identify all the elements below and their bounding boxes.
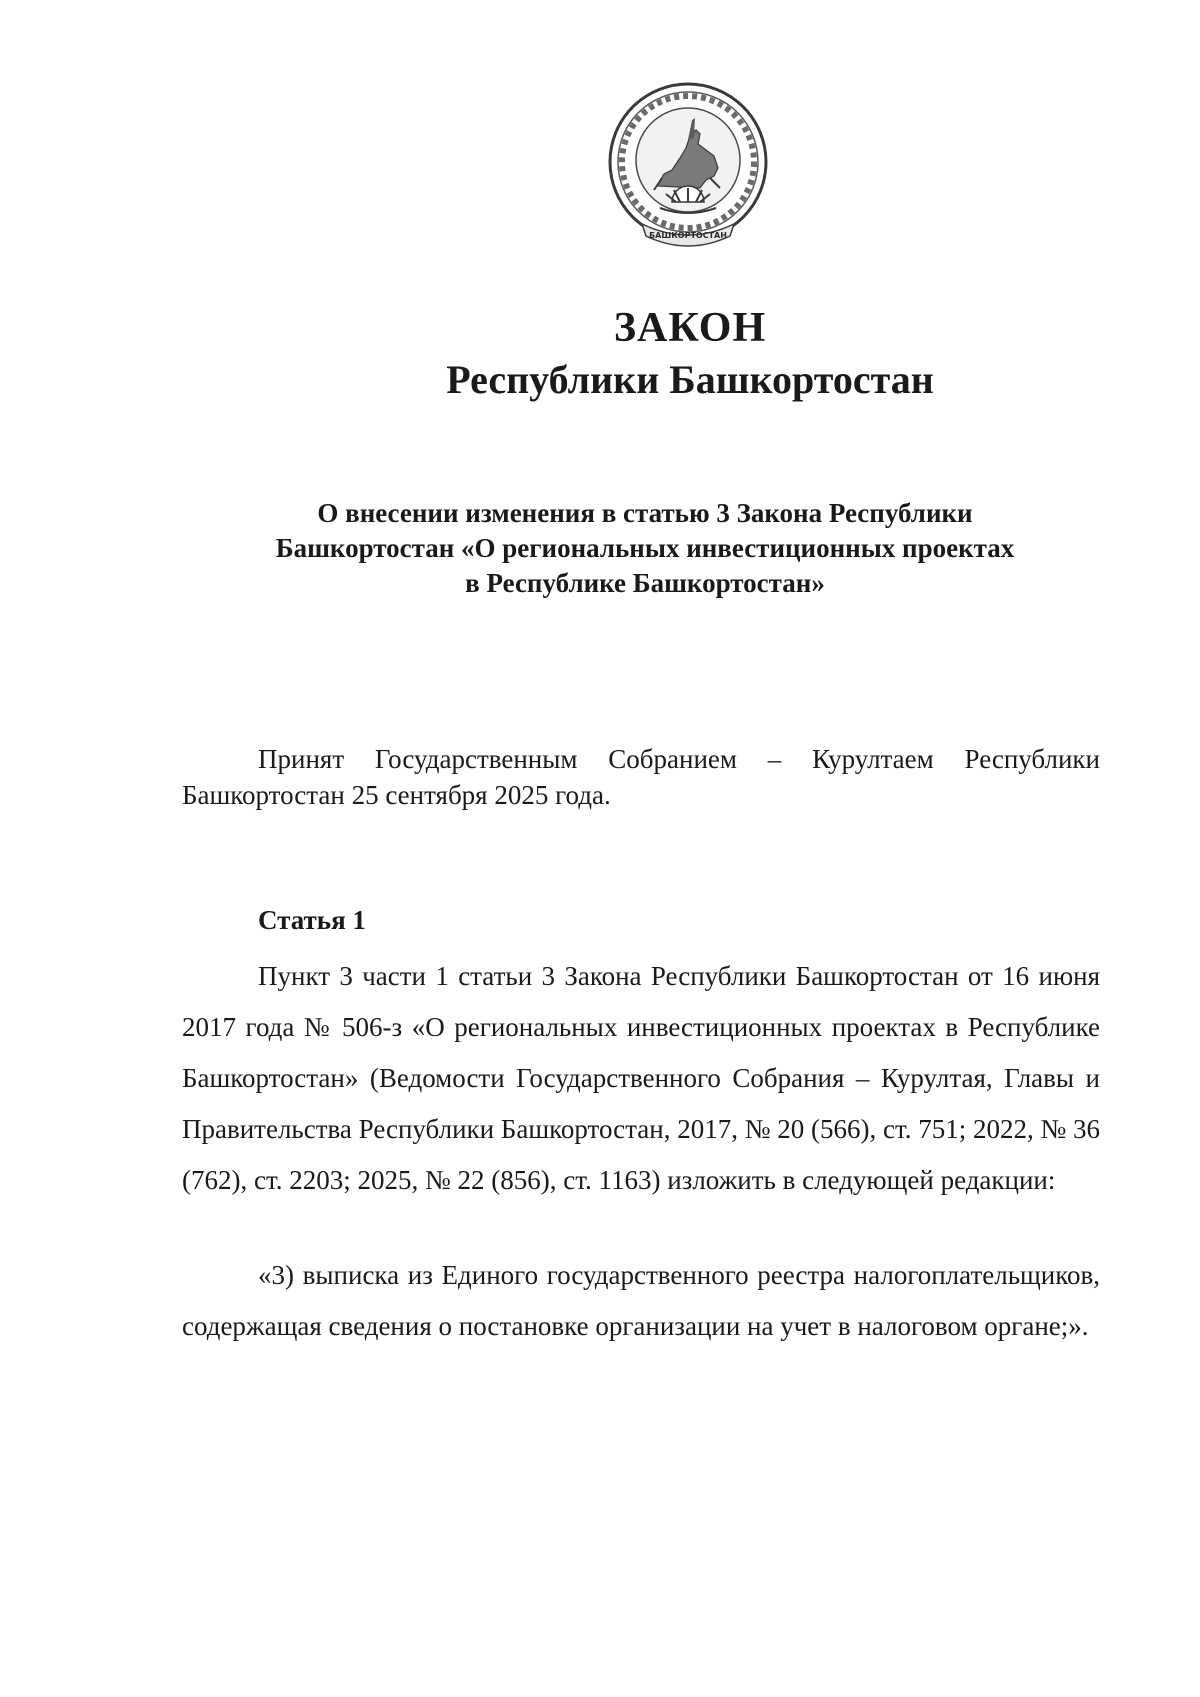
article-1-quoted-provision: «3) выписка из Единого государственного реестра налогоплательщиков, содержащая сведения о постановке организации на учет в налоговом органе;». — [182, 1260, 1100, 1341]
article-1-heading: Статья 1 — [258, 905, 366, 935]
document-issuer-title: Республики Башкортостан — [446, 357, 934, 402]
document-type-title: ЗАКОН — [613, 305, 767, 351]
svg-text:БАШКОРТОСТАН: БАШКОРТОСТАН — [649, 231, 727, 240]
article-1-body: Пункт 3 части 1 статьи 3 Закона Республики Башкортостан от 16 июня 2017 года № 506-з «О региональных инвестиционных проектах в Республике Башкортостан» (Ведомости Государственного Собрания – Курултая, Главы и Правительства Республики Башкортостан, 2017, № 20 (566), ст. 751; 2022, № 36 (762), ст. 2203; 2025, № 22 (856), ст. 1163) изложить в следующей редакции: — [182, 961, 1100, 1195]
adoption-statement: Принят Государственным Собранием – Курултаем Республики Башкортостан 25 сентября 2025 года. — [182, 744, 1100, 810]
law-title-line-1: О внесении изменения в статью 3 Закона Республики — [317, 498, 973, 528]
coat-of-arms-emblem — [602, 78, 774, 250]
law-title-line-2: Башкортостан «О региональных инвестиционных проектах — [275, 533, 1015, 563]
law-title-line-3: в Республике Башкортостан» — [465, 568, 825, 598]
bashkortostan-coat-of-arms-icon — [602, 78, 774, 250]
law-title — [245, 496, 1045, 601]
